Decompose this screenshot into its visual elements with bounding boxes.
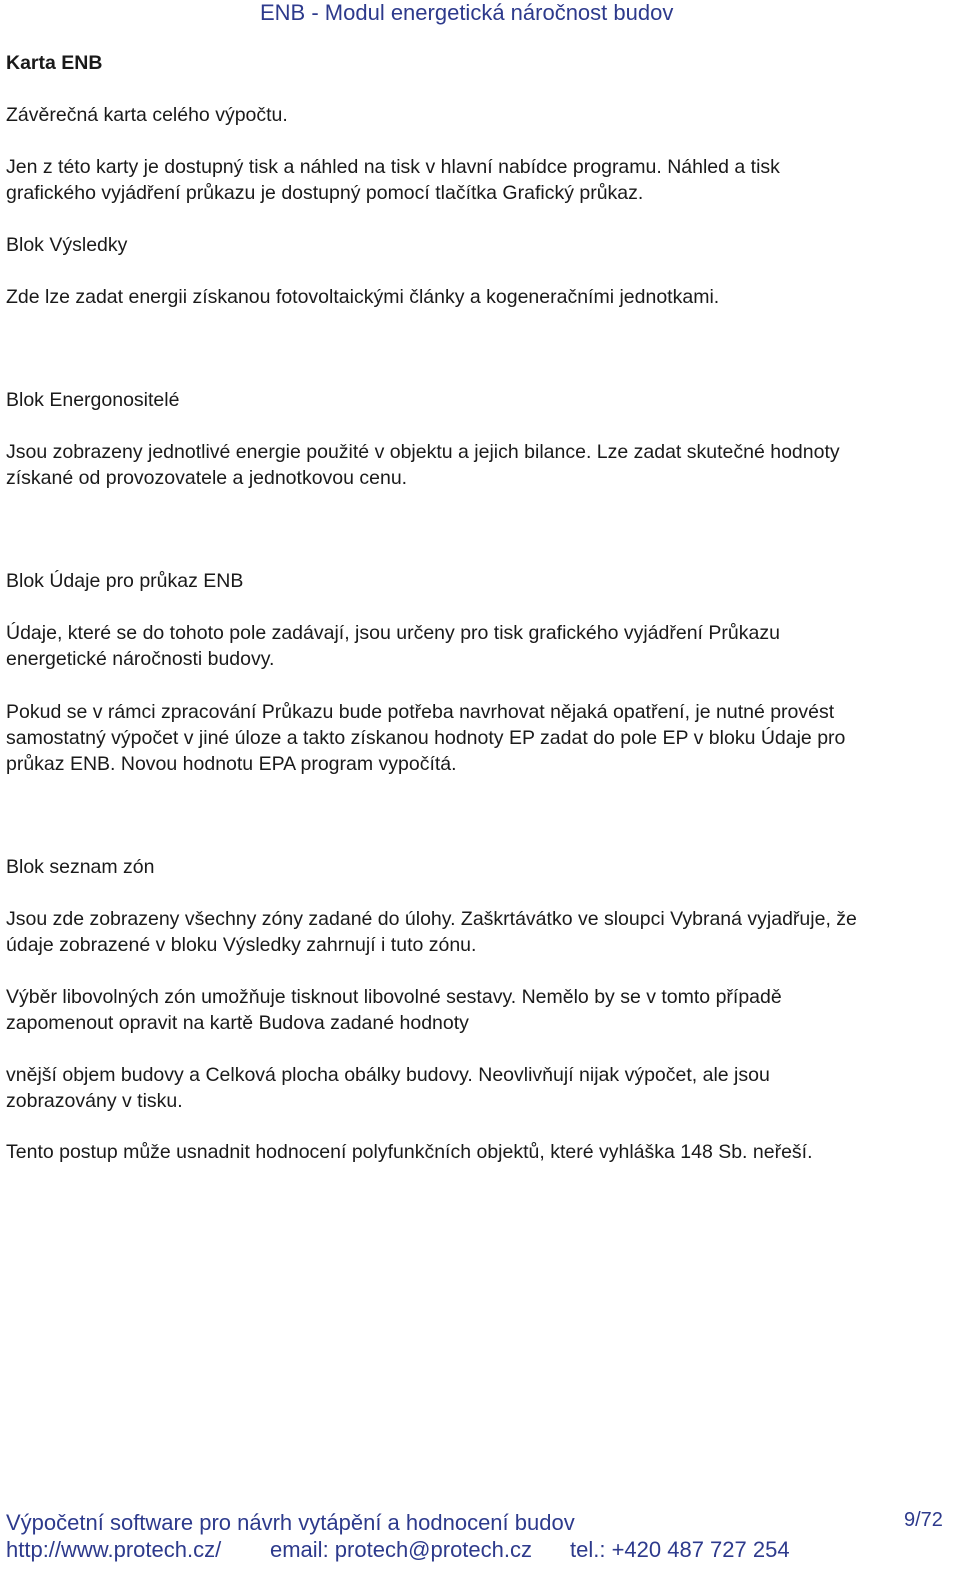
pokud-text-line-2: samostatný výpočet v jiné úloze a takto získanou hodnoty EP zadat do pole EP v bloku Údaje pro	[6, 727, 846, 749]
footer-phone: tel.: +420 487 727 254	[570, 1537, 790, 1562]
footer-contacts	[6, 1537, 790, 1563]
pokud-text-line-3: průkaz ENB. Novou hodnotu EPA program vypočítá.	[6, 753, 457, 775]
vnejsi-text-line-1: vnější objem budovy a Celková plocha obálky budovy. Neovlivňují nijak výpočet, ale jsou	[6, 1064, 770, 1086]
print-text-line-2: grafického vyjádření průkazu je dostupný pomocí tlačítka Grafický průkaz.	[6, 182, 644, 204]
energonositele-text-line-1: Jsou zobrazeny jednotlivé energie použité v objektu a jejich bilance. Lze zadat skutečné hodnoty	[6, 441, 840, 463]
vysledky-text: Zde lze zadat energii získanou fotovoltaickými články a kogeneračními jednotkami.	[6, 286, 720, 308]
zony-text-line-2: údaje zobrazené v bloku Výsledky zahrnují i tuto zónu.	[6, 934, 477, 956]
block-heading-energonositele: Blok Energonositelé	[6, 389, 180, 411]
section-heading-karta-enb: Karta ENB	[6, 52, 103, 74]
intro-text: Závěrečná karta celého výpočtu.	[6, 104, 288, 126]
vnejsi-text-line-2: zobrazovány v tisku.	[6, 1090, 183, 1112]
block-heading-udaje: Blok Údaje pro průkaz ENB	[6, 570, 244, 592]
energonositele-text-line-2: získané od provozovatele a jednotkovou cenu.	[6, 467, 408, 489]
zony-text-line-1: Jsou zde zobrazeny všechny zóny zadané do úlohy. Zaškrtávátko ve sloupci Vybraná vyjadřuje, že	[6, 908, 857, 930]
udaje-text-line-2: energetické náročnosti budovy.	[6, 648, 275, 670]
pokud-text-line-1: Pokud se v rámci zpracování Průkazu bude potřeba navrhovat nějaká opatření, je nutné provést	[6, 701, 835, 723]
footer-website-link[interactable]: http://www.protech.cz/	[6, 1537, 222, 1562]
footer-tagline: Výpočetní software pro návrh vytápění a hodnocení budov	[6, 1510, 575, 1535]
print-text-line-1: Jen z této karty je dostupný tisk a náhled na tisk v hlavní nabídce programu. Náhled a tisk	[6, 156, 780, 178]
udaje-text-line-1: Údaje, které se do tohoto pole zadávají, jsou určeny pro tisk grafického vyjádření Průkazu	[6, 622, 780, 644]
block-heading-vysledky: Blok Výsledky	[6, 234, 128, 256]
block-heading-seznam-zon: Blok seznam zón	[6, 856, 155, 878]
vyber-text-line-1: Výběr libovolných zón umožňuje tisknout libovolné sestavy. Nemělo by se v tomto případě	[6, 986, 782, 1008]
document-header-title: ENB - Modul energetická náročnost budov	[260, 0, 674, 25]
vyber-text-line-2: zapomenout opravit na kartě Budova zadané hodnoty	[6, 1012, 469, 1034]
page-number: 9/72	[904, 1509, 943, 1531]
tento-text: Tento postup může usnadnit hodnocení polyfunkčních objektů, které vyhláška 148 Sb. neřeší.	[6, 1141, 813, 1163]
footer-email[interactable]: email: protech@protech.cz	[270, 1537, 533, 1562]
